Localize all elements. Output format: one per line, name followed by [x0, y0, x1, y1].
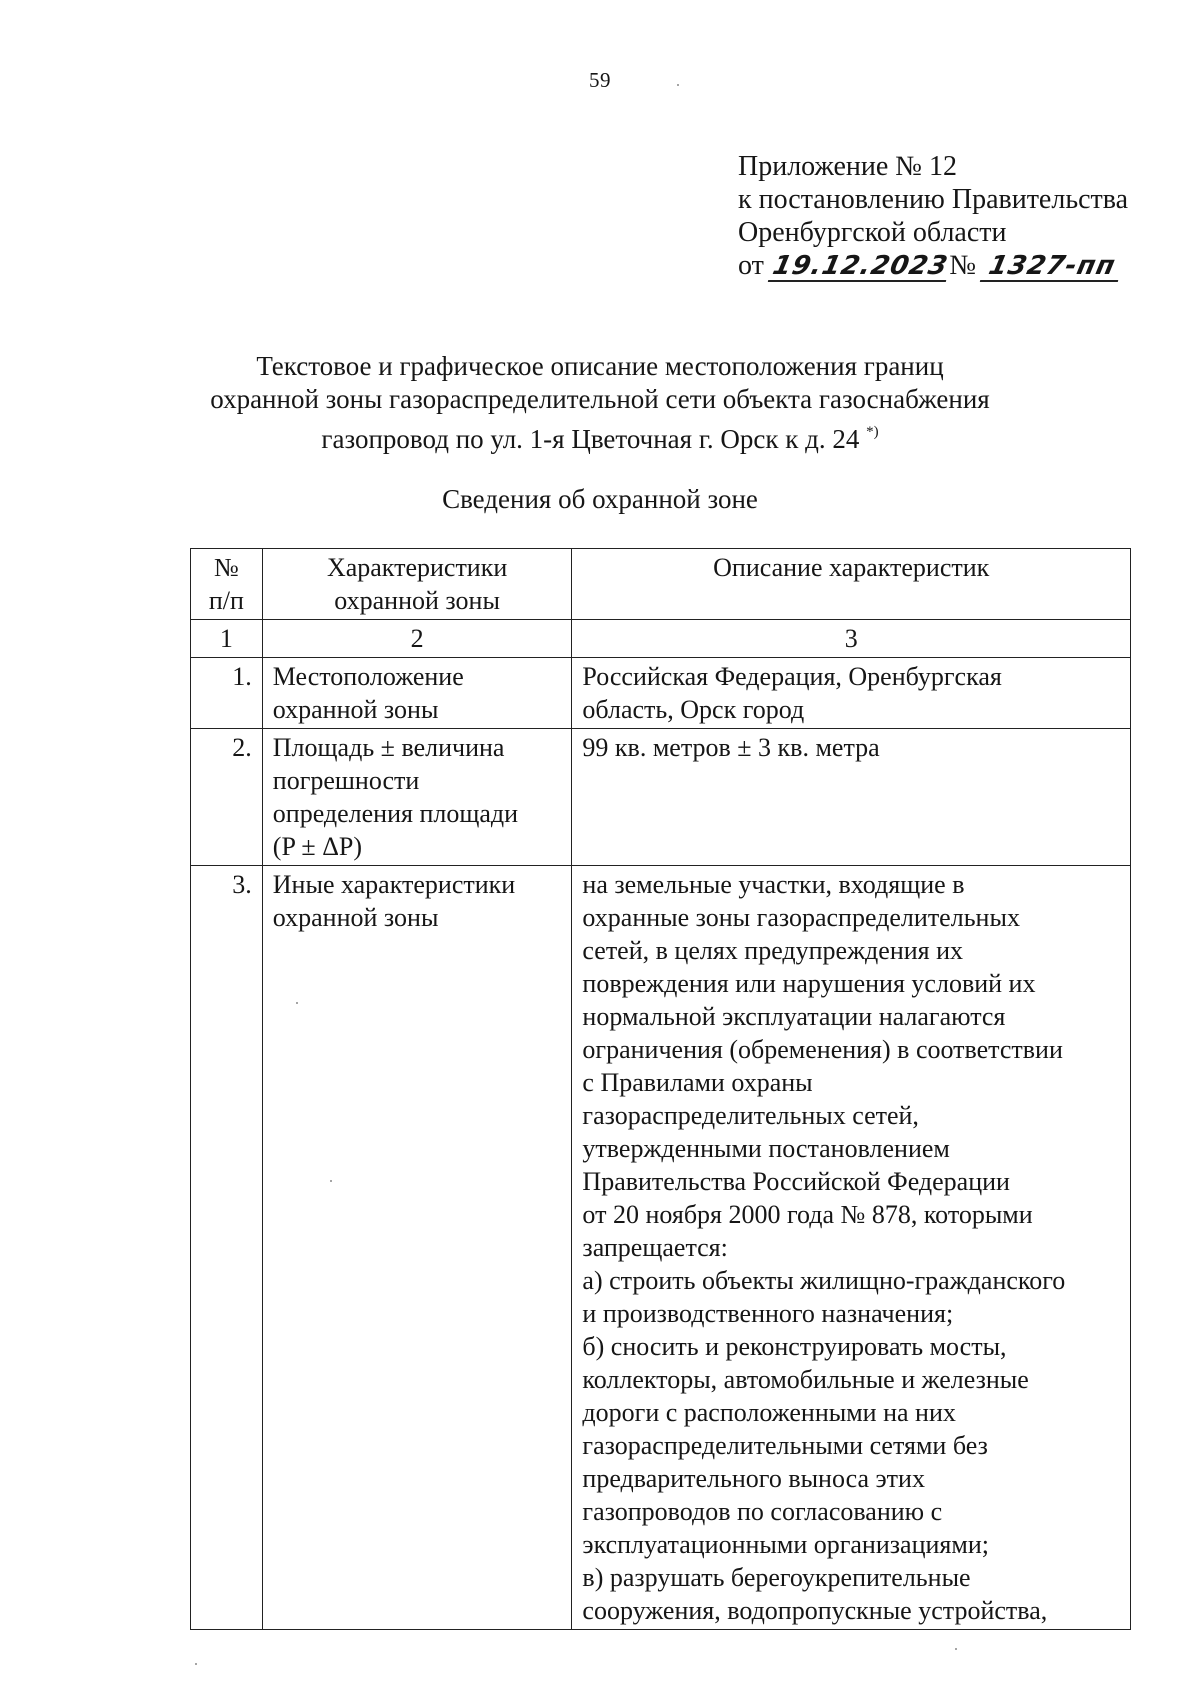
table-row	[191, 658, 1131, 729]
cell-line: сетей, в целях предупреждения их	[582, 936, 964, 965]
column-number-1: 1	[191, 620, 263, 658]
scan-speck	[677, 84, 679, 86]
cell-line: и производственного назначения;	[582, 1299, 954, 1328]
header-col-2	[262, 549, 572, 620]
cell-line: Иные характеристики	[272, 870, 516, 899]
cell-line: охранной зоны	[272, 903, 439, 932]
column-number-row	[191, 620, 1131, 658]
cell-line: Местоположение	[272, 662, 464, 691]
appendix-from-label: от	[738, 250, 764, 281]
cell-line: газораспределительных сетей,	[582, 1101, 919, 1130]
appendix-line-2: к постановлению Правительства	[738, 184, 1129, 215]
appendix-block	[738, 150, 1128, 282]
row-characteristic	[262, 729, 572, 866]
row-number: 1.	[191, 658, 263, 729]
column-number-3: 3	[572, 620, 1131, 658]
header-col-2-line-1: Характеристики	[326, 553, 508, 582]
table-row	[191, 866, 1131, 1630]
row-characteristic	[262, 658, 572, 729]
scan-speck	[195, 1663, 197, 1665]
row-description	[572, 729, 1131, 866]
cell-line: 99 кв. метров ± 3 кв. метра	[582, 733, 880, 762]
scan-speck	[296, 1002, 298, 1004]
cell-line: Правительства Российской Федерации	[582, 1167, 1010, 1196]
table-row	[191, 729, 1131, 866]
title-line-3-text: газопровод по ул. 1-я Цветочная г. Орск к д. 24	[321, 424, 860, 454]
cell-line: газораспределительными сетями без	[582, 1431, 988, 1460]
cell-line: газопроводов по согласованию с	[582, 1497, 943, 1526]
cell-line: охранные зоны газораспределительных	[582, 903, 1020, 932]
table-header-row	[191, 549, 1131, 620]
header-col-1-line-2: п/п	[208, 586, 244, 615]
cell-line: нормальной эксплуатации налагаются	[582, 1002, 1006, 1031]
cell-line: эксплуатационными организациями;	[582, 1530, 989, 1559]
header-col-2-line-2: охранной зоны	[334, 586, 500, 615]
header-col-3-line-1: Описание характеристик	[713, 553, 990, 582]
header-col-3	[572, 549, 1131, 620]
cell-line: запрещается:	[582, 1233, 728, 1262]
section-subtitle: Сведения об охранной зоне	[442, 484, 758, 514]
zone-info-table	[190, 548, 1131, 1630]
cell-line: с Правилами охраны	[582, 1068, 813, 1097]
appendix-number-label: №	[949, 250, 977, 281]
title-line-3	[0, 416, 1200, 456]
cell-line: Российская Федерация, Оренбургская	[582, 662, 1002, 691]
cell-line: в) разрушать берегоукрепительные	[582, 1563, 971, 1592]
title-line-2: охранной зоны газораспределительной сети объекта газоснабжения	[210, 384, 990, 414]
appendix-line-1: Приложение № 12	[738, 151, 957, 182]
row-description	[572, 658, 1131, 729]
cell-line: повреждения или нарушения условий их	[582, 969, 1036, 998]
row-description	[572, 866, 1131, 1630]
cell-line: б) сносить и реконструировать мосты,	[582, 1332, 1007, 1361]
scan-speck	[955, 1648, 957, 1650]
cell-line: определения площади	[272, 799, 519, 828]
cell-line: коллекторы, автомобильные и железные	[582, 1365, 1029, 1394]
cell-line: от 20 ноября 2000 года № 878, которыми	[582, 1200, 1033, 1229]
cell-line: охранной зоны	[272, 695, 439, 724]
appendix-line-4	[738, 249, 1128, 282]
cell-line: дороги с расположенными на них	[582, 1398, 956, 1427]
cell-line: Площадь ± величина	[272, 733, 505, 762]
appendix-date-handwritten: 19.12.2023	[768, 252, 953, 282]
header-col-1-line-1: №	[213, 553, 239, 582]
column-number-2: 2	[262, 620, 572, 658]
header-col-1	[191, 549, 263, 620]
document-title	[0, 350, 1200, 456]
appendix-line-3: Оренбургской области	[738, 217, 1007, 248]
cell-line: область, Орск город	[582, 695, 805, 724]
cell-line: сооружения, водопропускные устройства,	[582, 1596, 1048, 1625]
cell-line: на земельные участки, входящие в	[582, 870, 965, 899]
row-number: 3.	[191, 866, 263, 1630]
page-number: 59	[589, 68, 611, 92]
title-line-1: Текстовое и графическое описание местоположения границ	[256, 351, 944, 381]
row-characteristic	[262, 866, 572, 1630]
footnote-mark: *)	[866, 424, 879, 440]
cell-line: погрешности	[272, 766, 420, 795]
cell-line: утвержденными постановлением	[582, 1134, 950, 1163]
cell-line: предварительного выноса этих	[582, 1464, 925, 1493]
cell-line: (P ± ΔP)	[272, 832, 363, 861]
appendix-number-handwritten: 1327-пп	[980, 252, 1124, 282]
scan-speck	[330, 1180, 332, 1182]
row-number: 2.	[191, 729, 263, 866]
cell-line: ограничения (обременения) в соответствии	[582, 1035, 1063, 1064]
cell-line: а) строить объекты жилищно-гражданского	[582, 1266, 1066, 1295]
